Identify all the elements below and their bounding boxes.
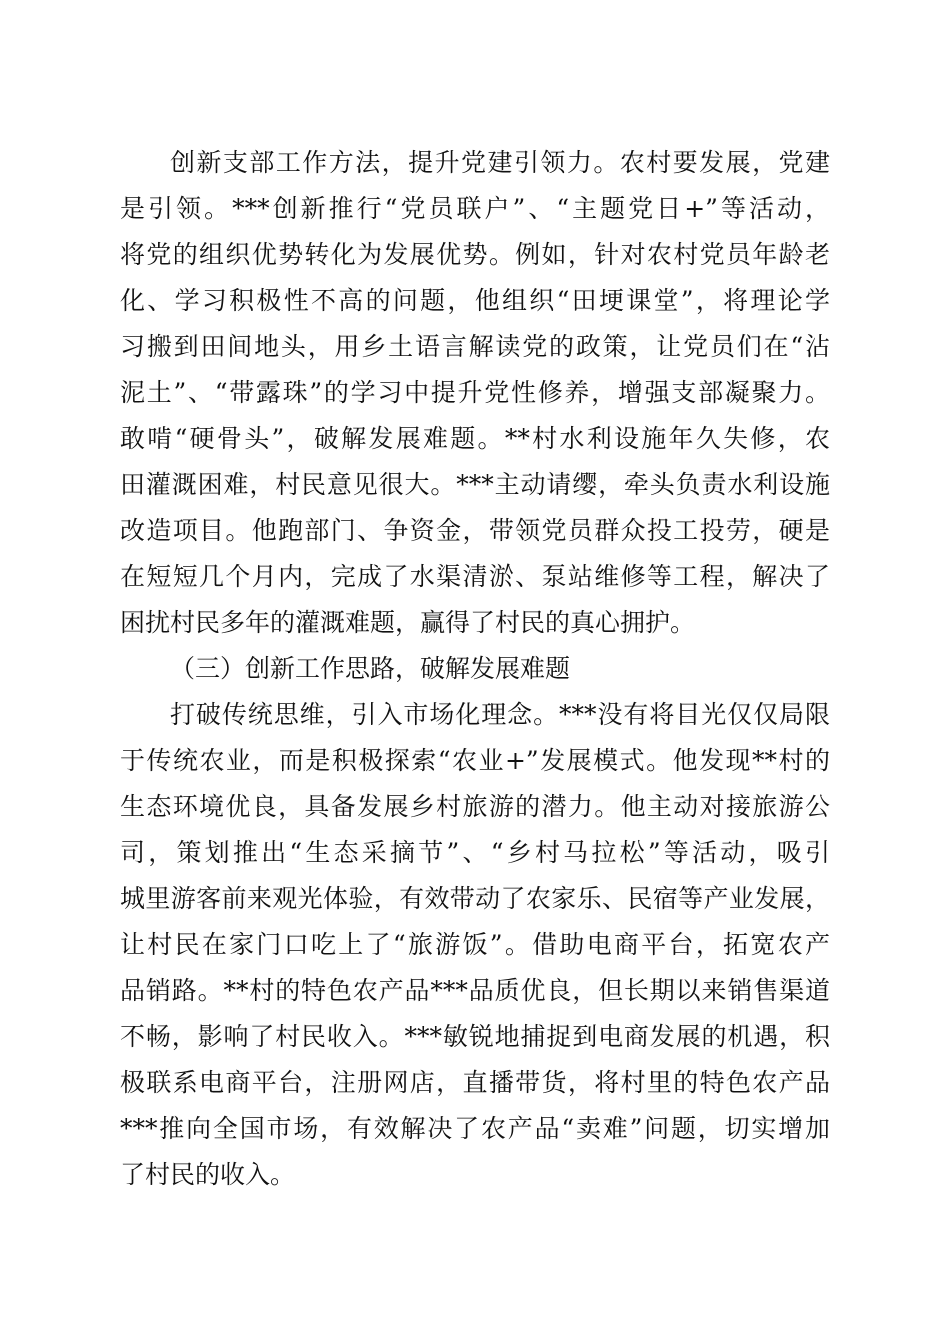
- paragraph-2-line-5: 城里游客前来观光体验，有效带动了农家乐、民宿等产业发展，: [120, 884, 830, 913]
- paragraph-1-line-4: 化、学习积极性不高的问题，他组织“田埂课堂”，将理论学: [120, 286, 830, 315]
- paragraph-1-line-9: 改造项目。他跑部门、争资金，带领党员群众投工投劳，硬是: [120, 516, 830, 545]
- paragraph-2-line-7: 品销路。**村的特色农产品***品质优良，但长期以来销售渠道: [120, 976, 830, 1005]
- paragraph-2-line-4: 司，策划推出“生态采摘节”、“乡村马拉松”等活动，吸引: [120, 838, 830, 867]
- paragraph-2-line-6: 让村民在家门口吃上了“旅游饭”。借助电商平台，拓宽农产: [120, 930, 830, 959]
- paragraph-1-line-1: 创新支部工作方法，提升党建引领力。农村要发展，党建: [170, 148, 830, 177]
- paragraph-1-line-7: 敢啃“硬骨头”，破解发展难题。**村水利设施年久失修，农: [120, 424, 830, 453]
- paragraph-1-line-5: 习搬到田间地头，用乡土语言解读党的政策，让党员们在“沾: [120, 332, 830, 361]
- paragraph-2-line-9: 极联系电商平台，注册网店，直播带货，将村里的特色农产品: [120, 1068, 830, 1097]
- paragraph-1-line-11: 困扰村民多年的灌溉难题，赢得了村民的真心拥护。: [120, 608, 696, 637]
- paragraph-1-line-8: 田灌溉困难，村民意见很大。***主动请缨，牵头负责水利设施: [120, 470, 830, 499]
- paragraph-1-line-2: 是引领。***创新推行“党员联户”、“主题党日+”等活动，: [120, 194, 830, 223]
- paragraph-1-line-10: 在短短几个月内，完成了水渠清淤、泵站维修等工程，解决了: [120, 562, 830, 591]
- paragraph-2-line-1: 打破传统思维，引入市场化理念。***没有将目光仅仅局限: [170, 700, 830, 729]
- paragraph-2-line-3: 生态环境优良，具备发展乡村旅游的潜力。他主动对接旅游公: [120, 792, 830, 821]
- paragraph-2-line-8: 不畅，影响了村民收入。***敏锐地捕捉到电商发展的机遇，积: [120, 1022, 830, 1051]
- paragraph-1-line-6: 泥土”、“带露珠”的学习中提升党性修养，增强支部凝聚力。: [120, 378, 830, 407]
- paragraph-2-line-11: 了村民的收入。: [120, 1160, 296, 1189]
- paragraph-2-line-10: ***推向全国市场，有效解决了农产品“卖难”问题，切实增加: [120, 1114, 830, 1143]
- paragraph-2-line-2: 于传统农业，而是积极探索“农业+”发展模式。他发现**村的: [120, 746, 830, 775]
- paragraph-1-line-3: 将党的组织优势转化为发展优势。例如，针对农村党员年龄老: [120, 240, 830, 269]
- section-heading: （三）创新工作思路，破解发展难题: [170, 654, 571, 683]
